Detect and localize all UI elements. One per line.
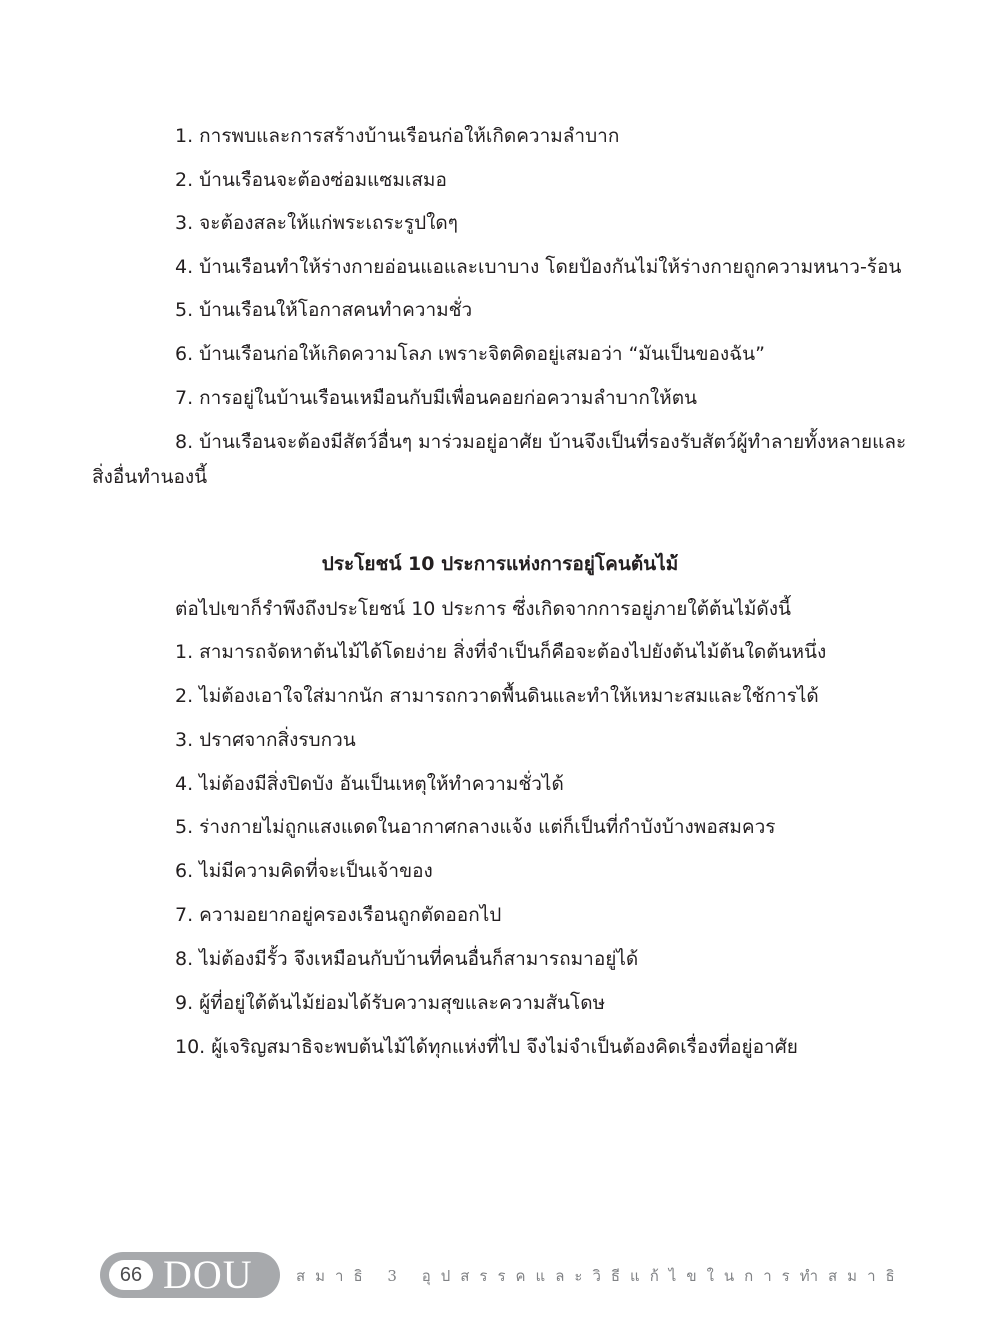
list2-item: 2. ไม่ต้องเอาใจใส่มากนัก สามารถกวาดพื้นดินและทำให้เหมาะสมและใช้การได้ bbox=[175, 685, 819, 707]
list2-item: 5. ร่างกายไม่ถูกแสงแดดในอากาศกลางแจ้ง แต่ก็เป็นที่กำบังบ้างพอสมควร bbox=[175, 816, 776, 838]
section-heading: ประโยชน์ 10 ประการแห่งการอยู่โคนต้นไม้ bbox=[321, 553, 679, 575]
list2-item: 10. ผู้เจริญสมาธิจะพบต้นไม้ได้ทุกแห่งที่ไป จึงไม่จำเป็นต้องคิดเรื่องที่อยู่อาศัย bbox=[175, 1036, 798, 1058]
list1-item: 7. การอยู่ในบ้านเรือนเหมือนกับมีเพื่อนคอยก่อความลำบากให้ตน bbox=[175, 387, 698, 409]
list1-item: 2. บ้านเรือนจะต้องซ่อมแซมเสมอ bbox=[175, 169, 447, 191]
page-footer bbox=[100, 1252, 1000, 1298]
list2-item: 8. ไม่ต้องมีรั้ว จึงเหมือนกับบ้านที่คนอื่นก็สามารถมาอยู่ได้ bbox=[175, 948, 639, 970]
list1-item: 6. บ้านเรือนก่อให้เกิดความโลภ เพราะจิตคิดอยู่เสมอว่า “มันเป็นของฉัน” bbox=[175, 343, 765, 365]
list1-item: 3. จะต้องสละให้แก่พระเถระรูปใดๆ bbox=[175, 212, 458, 234]
list2-item: 3. ปราศจากสิ่งรบกวน bbox=[175, 729, 356, 751]
list2-item: 7. ความอยากอยู่ครองเรือนถูกตัดออกไป bbox=[175, 904, 502, 926]
list2-item: 9. ผู้ที่อยู่ใต้ต้นไม้ย่อมได้รับความสุขและความสันโดษ bbox=[175, 992, 606, 1014]
list2-item: 1. สามารถจัดหาต้นไม้ได้โดยง่าย สิ่งที่จำเป็นก็คือจะต้องไปยังต้นไม้ต้นใดต้นหนึ่ง bbox=[175, 641, 827, 663]
intro-paragraph: ต่อไปเขาก็รำพึงถึงประโยชน์ 10 ประการ ซึ่งเกิดจากการอยู่ภายใต้ต้นไม้ดังนี้ bbox=[175, 598, 792, 620]
list1-item: 5. บ้านเรือนให้โอกาสคนทำความชั่ว bbox=[175, 299, 473, 321]
chapter-title: สมาธิ 3 อุปสรรคและวิธีแก้ไขในการทำสมาธิ bbox=[296, 1267, 905, 1285]
list1-item: 4. บ้านเรือนทำให้ร่างกายอ่อนแอและเบาบาง โดยป้องกันไม่ให้ร่างกายถูกความหนาว-ร้อน bbox=[175, 256, 902, 278]
list1-item: 1. การพบและการสร้างบ้านเรือนก่อให้เกิดความลำบาก bbox=[175, 125, 620, 147]
list1-item: 8. บ้านเรือนจะต้องมีสัตว์อื่นๆ มาร่วมอยู่อาศัย บ้านจึงเป็นที่รองรับสัตว์ผู้ทำลายทั้งหลายและ bbox=[175, 431, 907, 453]
list2-item: 4. ไม่ต้องมีสิ่งปิดบัง อันเป็นเหตุให้ทำความชั่วได้ bbox=[175, 773, 564, 795]
dou-logo: DOU bbox=[163, 1252, 253, 1297]
footer-badge bbox=[100, 1252, 280, 1298]
list2-item: 6. ไม่มีความคิดที่จะเป็นเจ้าของ bbox=[175, 860, 433, 882]
page-number: 66 bbox=[109, 1260, 153, 1290]
list1-continuation: สิ่งอื่นทำนองนี้ bbox=[92, 466, 208, 488]
